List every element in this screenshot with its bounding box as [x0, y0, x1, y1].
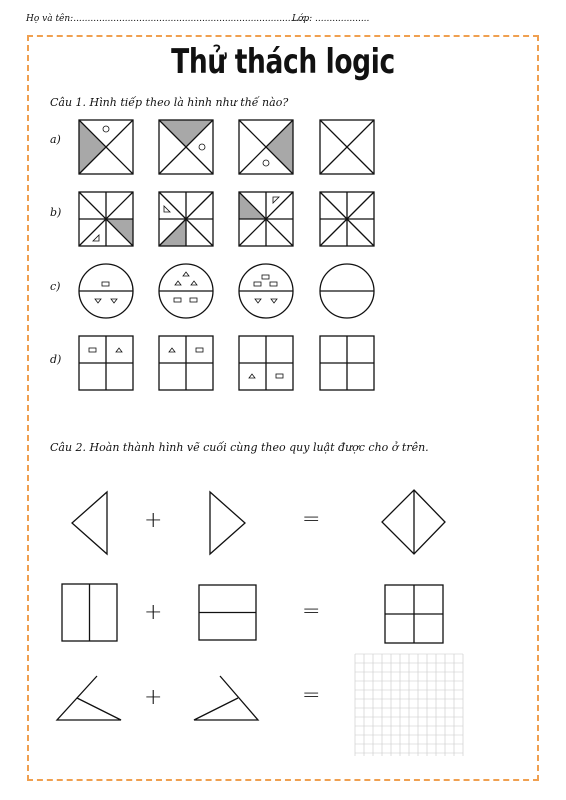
equals-sign-1: = — [302, 507, 321, 532]
figure-b4 — [320, 192, 374, 246]
figure-d3 — [239, 336, 293, 390]
figure-c2 — [159, 264, 213, 318]
plus-sign-2: + — [144, 600, 163, 625]
figure-b3 — [239, 192, 293, 246]
open-triangle-left — [57, 676, 123, 722]
open-triangle-right — [194, 676, 260, 722]
right-triangle — [210, 492, 246, 556]
figure-d2 — [159, 336, 213, 390]
figure-a2 — [159, 120, 213, 174]
figure-d4 — [320, 336, 374, 390]
plus-sign-1: + — [144, 508, 163, 533]
diamond-result — [382, 490, 446, 556]
figure-c1 — [79, 264, 133, 318]
equals-sign-3: = — [302, 683, 321, 708]
figure-b2 — [159, 192, 213, 246]
row-label-c: c) — [50, 280, 61, 293]
figure-c3 — [239, 264, 293, 318]
page-title: Thử thách logic — [171, 42, 395, 82]
figure-a3 — [239, 120, 293, 174]
class-field-label: Lớp: ................... — [292, 14, 370, 24]
figure-b1 — [79, 192, 133, 246]
horizontal-split-rect — [199, 585, 257, 642]
plus-sign-3: + — [144, 685, 163, 710]
vertical-split-rect — [62, 584, 118, 642]
equals-sign-2: = — [302, 599, 321, 624]
answer-grid[interactable] — [355, 654, 463, 756]
figure-a1 — [79, 120, 133, 174]
figure-a4 — [320, 120, 374, 174]
name-field-label: Họ và tên:.................................................................................. — [26, 14, 308, 24]
row-label-b: b) — [50, 206, 62, 219]
quad-rect-result — [385, 585, 444, 644]
row-label-d: d) — [50, 353, 62, 366]
left-triangle — [72, 492, 108, 556]
row-label-a: a) — [50, 133, 61, 146]
figure-d1 — [79, 336, 133, 390]
question-2: Câu 2. Hoàn thành hình vẽ cuối cùng theo quy luật được cho ở trên. — [50, 441, 429, 454]
figure-c4 — [320, 264, 374, 318]
question-1: Câu 1. Hình tiếp theo là hình như thế nào? — [50, 96, 289, 109]
